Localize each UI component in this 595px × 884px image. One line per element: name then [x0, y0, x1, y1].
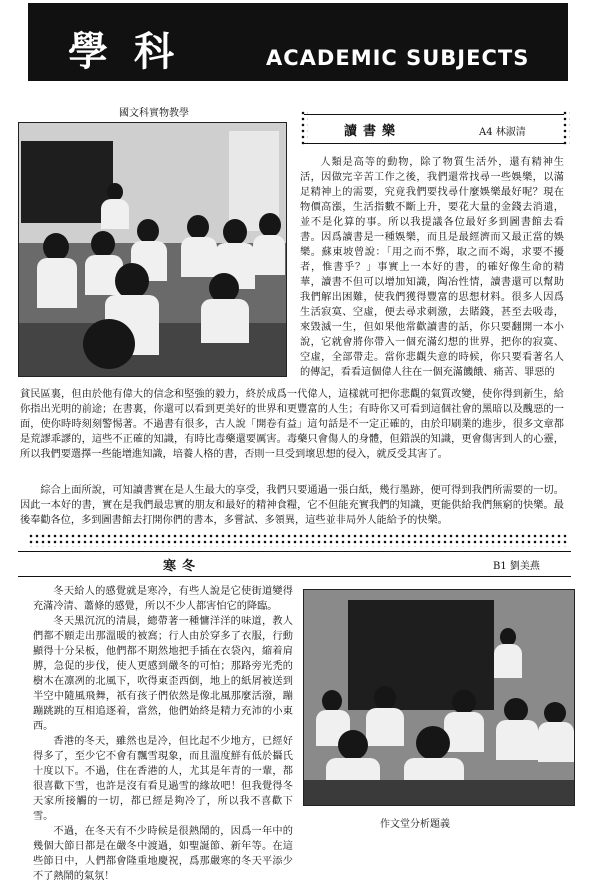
section-divider [28, 533, 568, 547]
classroom-photo-2 [303, 589, 575, 806]
article2-paragraph-4: 不過，在冬天有不少時候是很熱鬧的，因爲一年中的幾個大節日都是在嚴冬中渡過，如聖誕節、新年等。在這些節日中，人們都會隆重地慶祝，爲那嚴寒的冬天平添少不了熱鬧的氣氛！ [33, 826, 293, 882]
article2-title-box [18, 551, 571, 577]
article1-title: 讀書樂 [344, 124, 402, 139]
photo2-caption: 作文堂分析題義 [380, 819, 450, 830]
article2-paragraph-1: 冬天給人的感覺就是寒冷，有些人說是它使街道變得充滿冷清、蕭條的感覺，所以不少人都害怕它的降臨。 [33, 586, 293, 612]
article2-title: 寒冬 [163, 559, 202, 574]
page-title-chinese: 學科 [68, 28, 200, 75]
article1-paragraph-1-continued: 貧民區裏，但由於他有偉大的信念和堅強的毅力，終於成爲一代偉人，這樣就可把你悲觀的氣質改變，使你得到新生，給你指出光明的前途；在書裏，你還可以看到更美好的世界和更豐富的人生；有時你又可看到這個社會的黑暗以及醜惡的一面，使你時時刻刻警惕著。不過書有很多，古人說「開卷有益」這句話是不一定正確的，由於印刷業的進步，很多文章都是荒謬乖謬的，這些不正確的知識，有時比毒藥還要厲害。毒藥只會傷人的身體，但錯誤的知識，更會傷害到人的心靈，所以我們要選擇一些能增進知識，培養人格的書，否則一旦受到壞思想的侵入，就反受其害了。 [20, 389, 564, 460]
article1-text-wide [20, 387, 564, 483]
article1-text-column [300, 155, 564, 387]
article2-paragraph-3: 香港的冬天，雖然也是冷，但比起不少地方，已經好得多了，至少它不會有飄雪現象，而且溫度鮮有低於攝氏十度以下。不過，住在香港的人，尤其是年青的一輩，都很喜歡下雪，也許是沒有看見過雪的緣故吧！但我覺得冬天家所接觸的一切，都已經是夠冷了，所以我不喜歡下雪。 [33, 736, 293, 822]
title-border-left [300, 110, 308, 146]
article2-byline: B1 劉美燕 [493, 561, 540, 572]
article1-paragraph-2: 綜合上面所說，可知讀書實在是人生最大的享受，我們只要通過一張白紙，幾行墨跡，便可得到我們所需要的一切。因此一本好的書，實在是我們最忠實的朋友和最好的精神食糧，它不但能充實我們的知識，更能供給我們無窮的快樂。最後奉勸各位，多到圖書館去打開你們的書本，多嘗試、多領異，這些並非局外人能給予的快樂。 [20, 485, 564, 526]
article1-paragraph-1: 人類是高等的動物，除了物質生活外，還有精神生活，因做完辛苦工作之後，我們還常找尋一些娛樂，以滿足精神上的需要，究竟我們要找尋什麼娛樂最好呢？現在物價高漲，生活指數不斷上升，要花大量的金錢去消遣，並不是化算的事。所以我提議各位最好多到圖書館去看書。因爲讀書是一種娛樂，而且是最經濟而又最正當的娛樂。蘇東坡曾說：「用之而不弊，取之而不竭，求要不擾者，惟書乎？」事實上一本好的書，的確好像生命的精華，讀書不但可以增加知識，陶冶性情，讀書還可以幫助我們解出困難，使我們獲得豐富的思想材料。很多人因爲生活寂寞、空虛，便去尋求刺激，去賭錢，甚至去吸毒，來毀滅一生，但如果他常歡讀書的話，你只要翻開一本小說，它就會將你帶入一個充滿幻想的世界，把你的寂寞、空虛，全部帶走。當你悲觀失意的時候，你只要看著名人的傳記，看看這個偉人往在一個充滿饑餓、痛苦、罪惡的 [300, 157, 564, 378]
article2-paragraph-2: 冬天黑沉沉的清晨，總帶著一種慵洋洋的味道，教人們都不願走出那溫暖的被窩；行人由於穿多了衣服，行動顯得十分呆板，他們都不期然地把手插在衣袋內，縮着肩膊，急促的步伐，使人更感到嚴冬的可怕；那路旁光禿的樹木在凛冽的北風下，吹得東歪西倒，地上的紙屑被送到半空中隨風飛舞，祇有孩子們依然是像北風那麼活潑，蹦蹦跳跳的互相追逐着，當然，他們始終是精力充沛的小東西。 [33, 616, 293, 732]
article1-byline: A4 林淑清 [479, 127, 526, 138]
page-title-english: ACADEMIC SUBJECTS [266, 46, 530, 70]
title-border-right [562, 110, 570, 146]
article1-conclusion [20, 483, 564, 531]
classroom-photo-1 [18, 122, 287, 377]
article2-text-column [33, 584, 293, 882]
photo1-caption: 國文科實物教學 [119, 108, 189, 119]
